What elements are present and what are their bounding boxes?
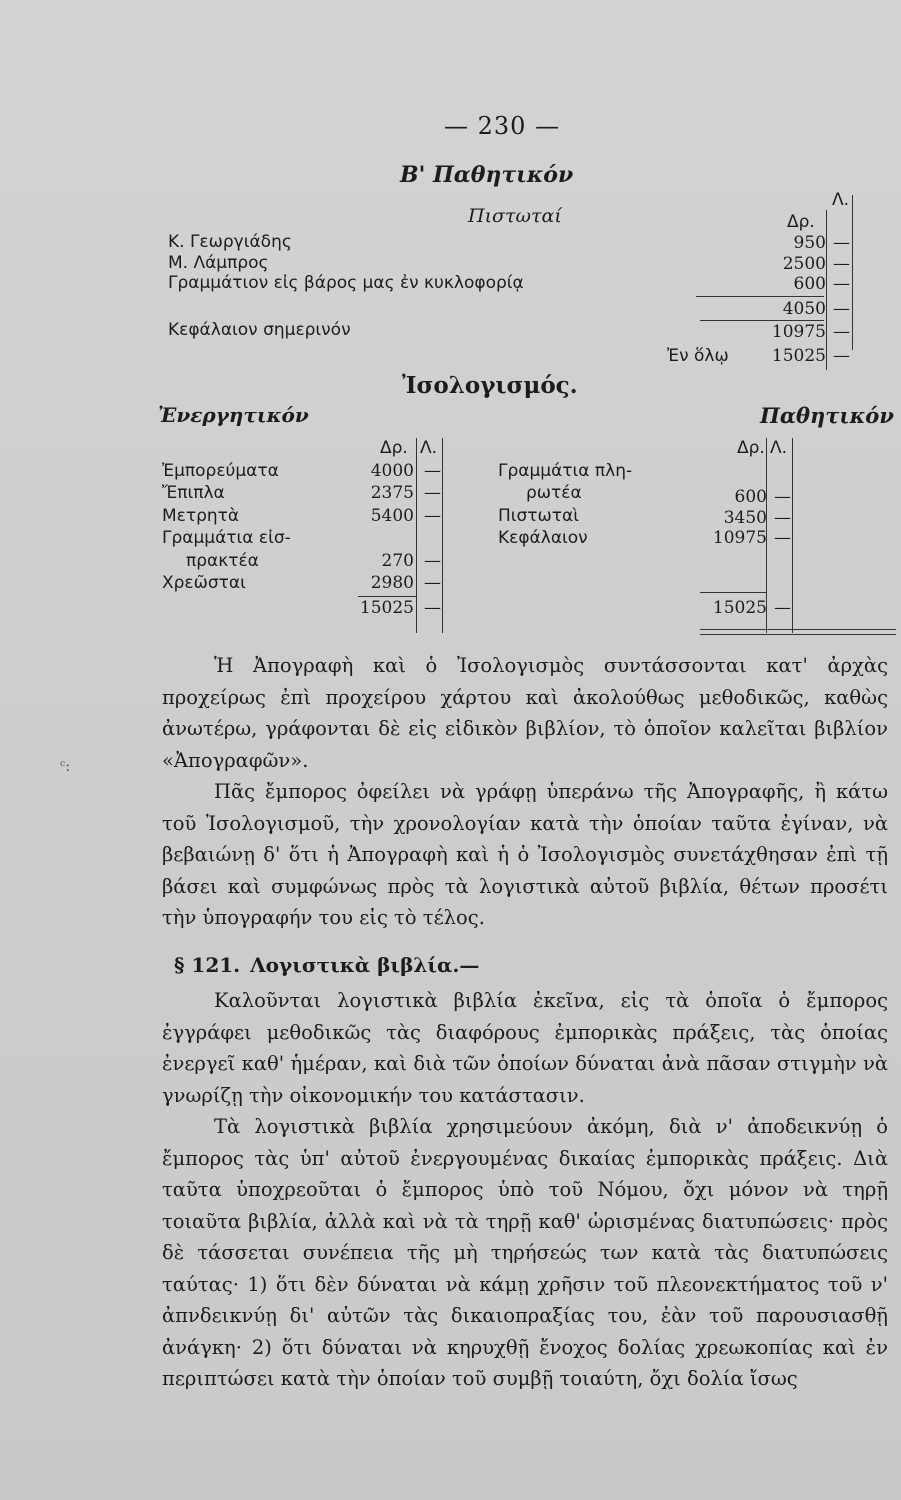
balance-left-heading: Ἐνεργητικόν: [158, 403, 309, 427]
section-b-row-dr: 2500: [782, 254, 826, 274]
section-b-row-label: Κ. Γεωργιάδης: [168, 232, 292, 252]
balance-right-total-dr: 15025: [712, 598, 767, 618]
section-heading: [174, 953, 479, 977]
balance-left-label: Μετρητὰ: [162, 506, 240, 526]
section-b-capital-rule: [700, 320, 824, 321]
balance-left-l: —: [424, 483, 441, 503]
section-b-row-l: —: [833, 233, 850, 253]
section-b-column-rule: [852, 195, 853, 350]
balance-right-dr: 10975: [712, 528, 767, 548]
balance-right-dr-header: Δρ.: [737, 438, 765, 458]
balance-left-label: πρακτέα: [186, 551, 259, 571]
balance-closing-rule: [700, 629, 896, 630]
section-b-capital-label: Κεφάλαιον σημερινόν: [168, 320, 351, 340]
section-b-subtotal-rule: [696, 296, 824, 297]
balance-left-dr: 5400: [370, 506, 414, 526]
balance-title: Ἰσολογισμός.: [402, 372, 578, 399]
paragraph: Τὰ λογιστικὰ βιβλία χρησιμεύουν ἀκόμη, διὰ ν' ἀποδεικνύῃ ὁ ἔμπορος τὰς ὑπ' αὐτοῦ ἐνεργουμένας δικαίας ἐμπορικὰς πράξεις. Διὰ ταῦτα ὑποχρεοῦται ὁ ἔμπορος ὑπὸ τοῦ Νόμου, ὄχι μόνον νὰ τηρῇ τοιαῦτα βιβλία, ἀλλὰ καὶ νὰ τὰ τηρῇ καθ' ὡρισμένας διατυπώσεις· πρὸς δὲ τάσσεται συνέπεια τῆς μὴ τηρήσεώς των κατὰ τὰς διατυπώσεις ταύτας· 1) ὅτι δὲν δύναται νὰ κάμῃ χρῆσιν τοῦ πλεονεκτήματος τοῦ ν' ἀπνδεικνύῃ δι' αὐτῶν τὰς δικαιοπραξίας του, ἐὰν τοῦ παρουσιασθῇ ἀνάγκη· 2) ὅτι δύναται νὰ κηρυχθῇ ἔνοχος δολίας χρεωκοπίας καὶ ἐν περιπτώσει κατὰ τὴν ὁποίαν τοῦ συμβῇ τοιαύτη, ὄχι δολία ἴσως: [162, 1115, 888, 1390]
balance-right-l: —: [774, 508, 791, 528]
balance-left-total-rule: [358, 596, 416, 597]
section-b-dr-header: Δρ.: [787, 212, 815, 232]
balance-left-column-rule: [416, 438, 417, 633]
balance-left-l: —: [424, 506, 441, 526]
balance-left-label: Γραμμάτια εἰσ-: [162, 528, 291, 548]
body-text-block-2: [162, 985, 888, 1395]
section-b-row-label: Μ. Λάμπρος: [168, 253, 269, 273]
balance-left-label: Ἔπιπλα: [162, 483, 225, 503]
paragraph: Καλοῦνται λογιστικὰ βιβλία ἐκεῖνα, εἰς τὰ ὁποῖα ὁ ἔμπορος ἐγγράφει μεθοδικῶς τὰς διαφόρους ἐμπορικὰς πράξεις, τὰς ὁποίας ἐνεργεῖ καθ' ἡμέραν, καὶ διὰ τῶν ὁποίων δύναται ἀνὰ πᾶσαν στιγμὴν νὰ γνωρίζῃ τὴν οἰκονομικήν του κατάστασιν.: [162, 989, 888, 1107]
balance-right-total-l: —: [774, 598, 791, 618]
margin-mark: ᶜ:: [60, 757, 71, 775]
section-b-row-dr: 600: [793, 274, 826, 294]
balance-left-dr: 2980: [370, 573, 414, 593]
balance-left-label: Χρεῶσται: [162, 573, 246, 593]
section-b-column-rule: [826, 210, 827, 370]
body-text-block-1: [162, 650, 888, 934]
section-b-row-l: —: [833, 274, 850, 294]
section-number: § 121.: [174, 953, 241, 977]
balance-right-label: Πιστωταὶ: [498, 506, 579, 526]
balance-left-total-dr: 15025: [359, 598, 414, 618]
section-b-total-l: —: [833, 346, 850, 366]
balance-right-total-rule: [700, 592, 766, 593]
balance-right-l-header: Λ.: [770, 438, 788, 458]
balance-left-l-header: Λ.: [420, 438, 438, 458]
balance-right-l: —: [774, 487, 791, 507]
paragraph: Πᾶς ἔμπορος ὀφείλει νὰ γράφῃ ὑπεράνω τῆς Ἀπογραφῆς, ἢ κάτω τοῦ Ἰσολογισμοῦ, τὴν χρονολογίαν κατὰ τὴν ὁποίαν ταῦτα ἐγίναν, νὰ βεβαιώνῃ δ' ὅτι ἡ Ἀπογραφὴ καὶ ἡ ὁ Ἰσολογισμὸς συνετάχθησαν ἐπὶ τῇ βάσει καὶ συμφώνως πρὸς τὰ λογιστικὰ αὐτοῦ βιβλία, θέτων προσέτι τὴν ὑπογραφήν του εἰς τὸ τέλος.: [162, 780, 888, 929]
balance-left-label: Ἐμπορεύματα: [162, 461, 279, 481]
balance-left-dr: 270: [381, 551, 414, 571]
section-b-total-dr: 15025: [771, 346, 826, 366]
balance-right-l: —: [774, 528, 791, 548]
section-b-row-l: —: [833, 254, 850, 274]
section-b-row-dr: 950: [793, 233, 826, 253]
balance-right-label: Γραμμάτια πλη-: [498, 461, 633, 481]
balance-right-dr: 3450: [723, 508, 767, 528]
paragraph: Ἡ Ἀπογραφὴ καὶ ὁ Ἰσολογισμὸς συντάσσονται κατ' ἀρχὰς προχείρως ἐπὶ προχείρου χάρτου καὶ ἀκολούθως μεθοδικῶς, καθὼς ἀνωτέρω, γράφονται δὲ εἰς εἰδικὸν βιβλίον, τὸ ὁποῖον καλεῖται βιβλίον «Ἀπογραφῶν».: [162, 654, 888, 772]
balance-right-dr: 600: [734, 487, 767, 507]
balance-left-dr: 4000: [370, 461, 414, 481]
balance-right-label: Κεφάλαιον: [498, 528, 588, 548]
balance-right-label: ρωτέα: [526, 483, 582, 503]
balance-right-column-rule: [766, 438, 767, 633]
balance-left-l: —: [424, 551, 441, 571]
section-b-l-header: Λ.: [832, 190, 850, 210]
balance-right-column-rule: [792, 438, 793, 633]
balance-left-total-l: —: [424, 598, 441, 618]
section-b-subtitle: Πιστωταί: [468, 205, 562, 227]
section-b-total-label: Ἐν ὅλῳ: [667, 346, 729, 366]
section-b-row-label: Γραμμάτιον εἰς βάρος μας ἐν κυκλοφορίᾳ: [168, 273, 524, 293]
balance-left-dr-header: Δρ.: [380, 438, 408, 458]
section-b-subtotal-l: —: [833, 299, 850, 319]
balance-right-heading: Παθητικόν: [760, 403, 894, 428]
page-number: — 230 —: [444, 112, 561, 140]
balance-closing-rule: [700, 634, 896, 635]
balance-left-l: —: [424, 461, 441, 481]
balance-left-dr: 2375: [370, 483, 414, 503]
balance-left-l: —: [424, 573, 441, 593]
section-b-capital-dr: 10975: [771, 322, 826, 342]
section-title: Λογιστικὰ βιβλία.—: [250, 953, 480, 977]
section-b-title: Β' Παθητικόν: [400, 162, 574, 188]
section-b-capital-l: —: [833, 322, 850, 342]
section-b-subtotal-dr: 4050: [782, 299, 826, 319]
balance-left-column-rule: [442, 438, 443, 633]
